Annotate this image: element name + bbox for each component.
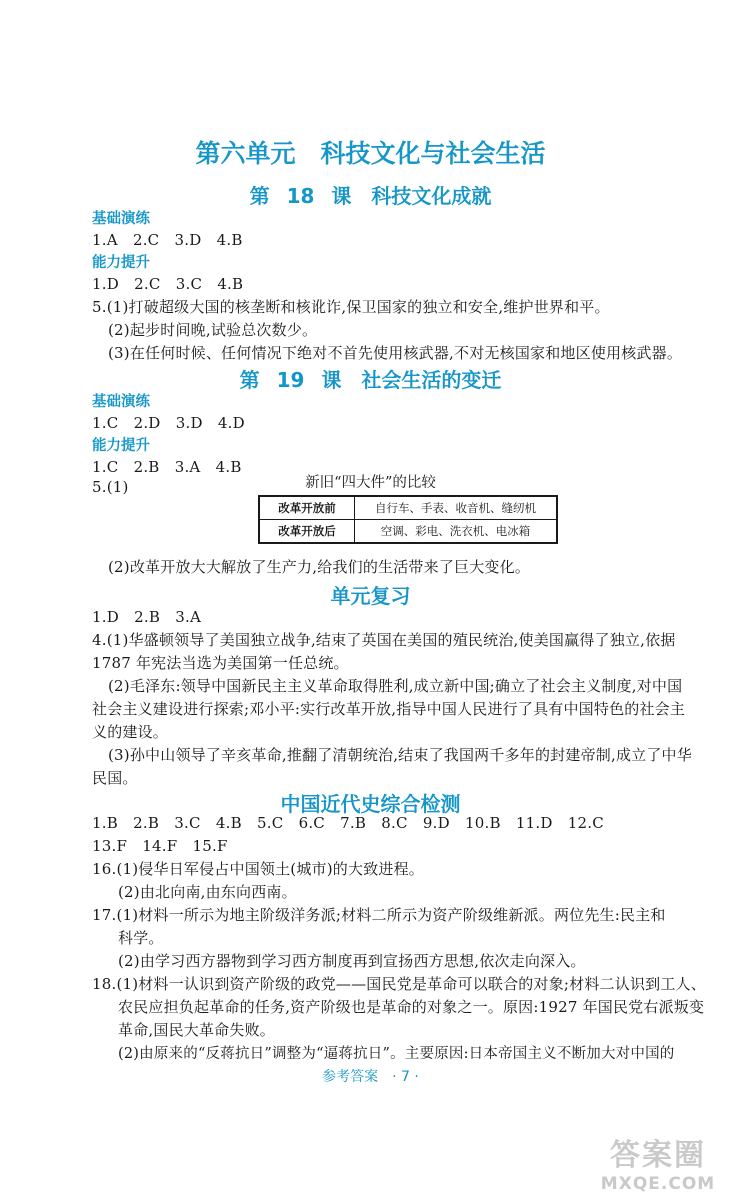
- unit-review-q4-line: 义的建设。: [92, 723, 169, 741]
- modern-history-test-title: 中国近代史综合检测: [280, 792, 461, 816]
- test-q17-part1-cont: 科学。: [118, 929, 164, 947]
- test-answers-row-1: 1.B 2.B 3.C 4.B 5.C 6.C 7.B 8.C 9.D 10.B 11.D 12.C: [92, 814, 604, 832]
- unit-review-q4-line: (2)毛泽东:领导中国新民主主义革命取得胜利,成立新中国;确立了社会主义制度,对中国: [108, 677, 683, 695]
- comparison-table-caption: 新旧“四大件”的比较: [305, 475, 436, 491]
- unit-review-answers: 1.D 2.B 3.A: [92, 608, 202, 626]
- unit-review-q4-line: 1787 年宪法当选为美国第一任总统。: [92, 654, 349, 672]
- test-q17-part1: 17.(1)材料一所示为地主阶级洋务派;材料二所示为资产阶级维新派。两位先生:民主和: [92, 906, 666, 924]
- unit-review-q4-line: 4.(1)华盛顿领导了美国独立战争,结束了英国在美国的殖民统治,使美国赢得了独立,依据: [92, 631, 676, 649]
- unit-review-title: 单元复习: [330, 584, 411, 608]
- lesson-19-basic-label: 基础演练: [92, 394, 150, 410]
- page-footer: 参考答案 · 7 ·: [322, 1069, 419, 1085]
- test-q18-part1-cont: 革命,国民大革命失败。: [118, 1021, 275, 1039]
- lesson-18-basic-answers: 1.A 2.C 3.D 4.B: [92, 231, 243, 249]
- unit-review-q4-line: 社会主义建设进行探索;邓小平:实行改革开放,指导中国人民进行了具有中国特色的社会主: [92, 700, 686, 718]
- lesson-19-ability-label: 能力提升: [92, 438, 150, 454]
- table-row: [259, 520, 557, 544]
- test-q16-part1: 16.(1)侵华日军侵占中国领土(城市)的大致进程。: [92, 860, 425, 878]
- lesson-19-q5-part1: 5.(1): [92, 478, 129, 496]
- lesson-18-q5-part1: 5.(1)打破超级大国的核垄断和核讹诈,保卫国家的独立和安全,维护世界和平。: [92, 298, 610, 316]
- test-q17-part2: (2)由学习西方器物到学习西方制度再到宣扬西方思想,依次走向深入。: [118, 952, 586, 970]
- lesson-18-basic-label: 基础演练: [92, 211, 150, 227]
- lesson-18-title: 第 18 课 科技文化成就: [249, 184, 492, 208]
- test-q18-part2: (2)由原来的“反蒋抗日”调整为“逼蒋抗日”。主要原因:日本帝国主义不断加大对中国的: [118, 1046, 675, 1062]
- table-row-label: 改革开放前: [259, 496, 355, 520]
- lesson-18-q5-part3: (3)在任何时候、任何情况下绝对不首先使用核武器,不对无核国家和地区使用核武器。: [108, 344, 683, 362]
- comparison-table: [258, 495, 558, 544]
- watermark-url: MXQE.COM: [600, 1174, 716, 1194]
- lesson-18-q5-part2: (2)起步时间晚,试验总次数少。: [108, 321, 318, 339]
- lesson-19-basic-answers: 1.C 2.D 3.D 4.D: [92, 414, 245, 432]
- unit-review-q4-line: (3)孙中山领导了辛亥革命,推翻了清朝统治,结束了我国两千多年的封建帝制,成立了中华: [108, 746, 692, 764]
- unit-title: 第六单元 科技文化与社会生活: [195, 139, 546, 168]
- lesson-18-ability-label: 能力提升: [92, 255, 150, 271]
- lesson-19-q5-part2: (2)改革开放大大解放了生产力,给我们的生活带来了巨大变化。: [108, 558, 531, 576]
- table-row: [259, 496, 557, 520]
- table-row-value: 空调、彩电、洗衣机、电冰箱: [355, 520, 558, 544]
- lesson-18-ability-answers: 1.D 2.C 3.C 4.B: [92, 275, 244, 293]
- lesson-19-title: 第 19 课 社会生活的变迁: [239, 368, 502, 392]
- table-row-value: 自行车、手表、收音机、缝纫机: [355, 496, 558, 520]
- unit-review-q4-line: 民国。: [92, 769, 138, 787]
- table-row-label: 改革开放后: [259, 520, 355, 544]
- test-answers-row-2: 13.F 14.F 15.F: [92, 837, 228, 855]
- lesson-19-ability-answers: 1.C 2.B 3.A 4.B: [92, 458, 242, 476]
- test-q18-part1-cont: 农民应担负起革命的任务,资产阶级也是革命的对象之一。原因:1927 年国民党右派叛变: [118, 998, 705, 1016]
- watermark: [593, 1130, 723, 1194]
- watermark-logo: 答案圈: [610, 1138, 706, 1173]
- test-q18-part1: 18.(1)材料一认识到资产阶级的政党——国民党是革命可以联合的对象;材料二认识到工人、: [92, 975, 706, 993]
- test-q16-part2: (2)由北向南,由东向西南。: [118, 883, 297, 901]
